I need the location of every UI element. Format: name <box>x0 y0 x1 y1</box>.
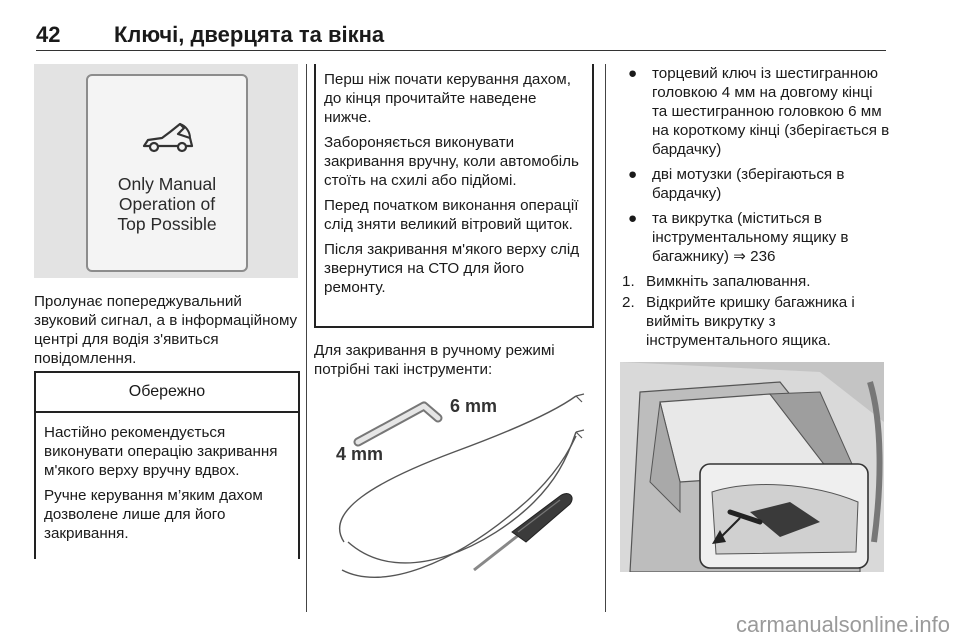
bullet-icon: ● <box>628 210 638 227</box>
list-item <box>620 64 890 159</box>
header-divider <box>36 50 886 51</box>
tools-illustration <box>314 392 592 600</box>
note-box <box>314 64 594 328</box>
column-divider-left <box>306 64 307 612</box>
tool-box-inset <box>700 464 868 568</box>
caution-heading: Обережно <box>36 373 298 413</box>
page-number: 42 <box>36 22 61 47</box>
list-item-text: та викрутка (міститься в інструментальному ящику в багажнику) <box>652 210 849 265</box>
tools-intro-paragraph: Для закривання в ручному режимі потрібні такі інструменти: <box>314 342 555 378</box>
step-text: Відкрийте кришку багажника і вийміть викрутку з інструментального ящика. <box>646 294 855 349</box>
trunk-illustration <box>620 362 884 572</box>
hex-key-illustration <box>358 406 438 442</box>
display-line-3: Top Possible <box>117 214 217 234</box>
column-divider-right <box>605 64 606 612</box>
step-item <box>620 272 890 291</box>
convertible-car-icon <box>140 120 196 156</box>
label-4mm: 4 mm <box>336 444 384 464</box>
note-paragraph: Після закривання м'якого верху слід звернутися на СТО для його ремонту. <box>324 241 580 296</box>
list-item-text: дві мотузки (зберігаються в бардачку) <box>652 166 845 202</box>
page-reference-icon: ⇒ <box>733 248 746 265</box>
warning-signal-paragraph: Пролунає попереджувальний звуковий сигнал, а в інформаційному центрі для водія з'явиться повідомлення. <box>34 293 298 367</box>
display-message <box>88 174 246 234</box>
caution-paragraph: Ручне керування м’яким дахом дозволене лише для його закривання. <box>44 487 263 542</box>
step-text: Вимкніть запалювання. <box>646 273 811 290</box>
note-paragraph: Перш ніж почати керування дахом, до кінця прочитайте наведене нижче. <box>324 71 571 126</box>
info-display-figure <box>34 64 298 278</box>
note-paragraph: Перед початком виконання операції слід зняти великий вітровий щиток. <box>324 197 579 233</box>
step-number: 2. <box>622 294 635 311</box>
note-paragraph: Забороняється виконувати закривання вручну, коли автомобіль стоїть на схилі або підйомі. <box>324 134 579 189</box>
page-reference[interactable]: 236 <box>750 248 776 265</box>
page-title: Ключі, дверцята та вікна <box>114 22 385 47</box>
step-item <box>620 293 890 350</box>
driver-info-screen <box>86 74 248 272</box>
caution-paragraph: Настійно рекомендується виконувати операцію закривання м'якого верху вручну вдвох. <box>44 424 278 479</box>
bullet-icon: ● <box>628 166 638 183</box>
list-item <box>620 165 890 203</box>
display-line-2: Operation of <box>118 194 216 214</box>
list-item-text: торцевий ключ із шестигранною головкою 4 мм на довгому кінці та шестигранною головкою 6 мм на короткому кінці (зберігається в бардачку) <box>652 65 890 158</box>
bullet-icon: ● <box>628 65 638 82</box>
step-number: 1. <box>622 273 635 290</box>
display-line-1: Only Manual <box>117 174 217 194</box>
caution-box <box>34 371 300 559</box>
tools-list <box>620 64 890 352</box>
list-item <box>620 209 890 266</box>
label-6mm: 6 mm <box>450 396 498 416</box>
watermark: carmanualsonline.info <box>735 612 950 637</box>
